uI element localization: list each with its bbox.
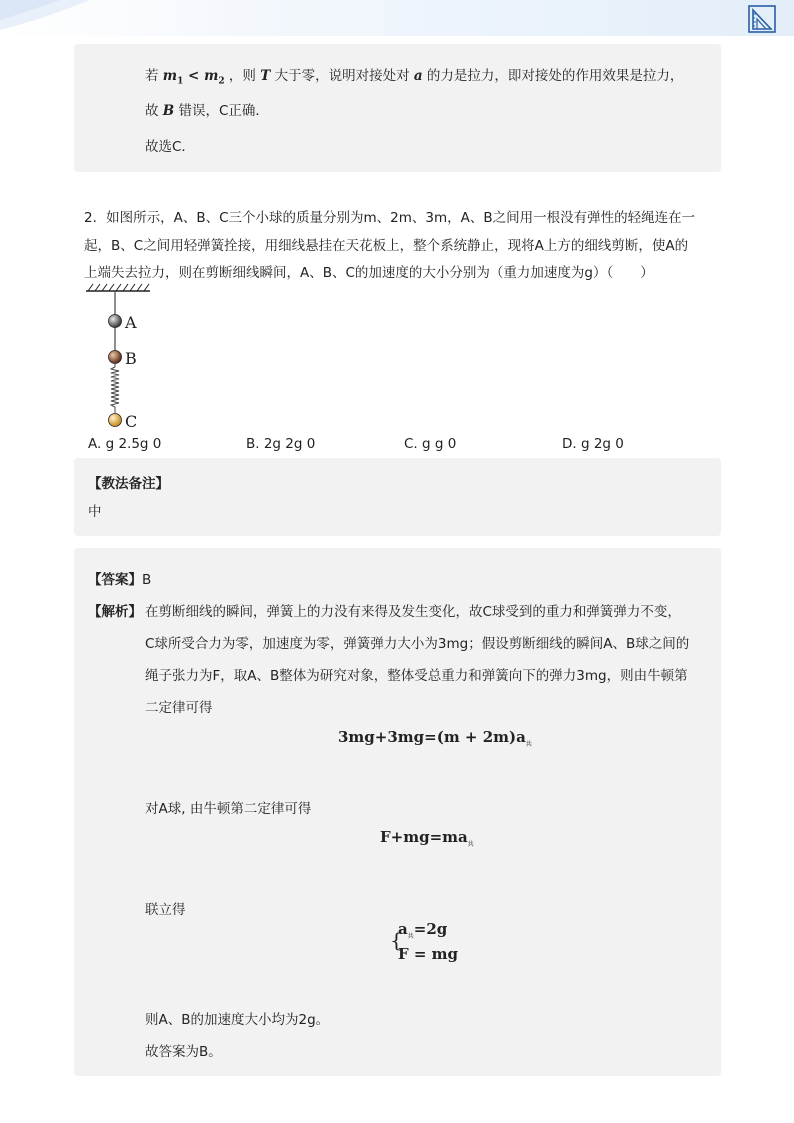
analysis-paragraph-5: 对A球, 由牛顿第二定律可得 bbox=[145, 801, 312, 817]
option-c[interactable]: C. g g 0 bbox=[404, 436, 457, 452]
analysis-label: 【解析】 bbox=[88, 604, 142, 620]
option-b[interactable]: B. 2g 2g 0 bbox=[246, 436, 316, 452]
prev-solution-line-2: 故 B 错误，C正确． bbox=[145, 103, 269, 119]
system-equation-1: $a_共=2g$ bbox=[398, 920, 448, 940]
analysis-paragraph-2: C球所受合力为零，加速度为零，弹簧弹力大小为3mg；假设剪断细线的瞬间A、B球之间的 bbox=[145, 636, 690, 652]
header-wave-decoration bbox=[0, 0, 794, 36]
ball-c bbox=[109, 414, 122, 427]
ruler-triangle-logo-icon bbox=[748, 5, 776, 33]
teaching-note-title: 【教法备注】 bbox=[88, 476, 169, 492]
prev-solution-line-3: 故选C． bbox=[145, 139, 195, 155]
answer-label: 【答案】 bbox=[88, 572, 142, 588]
answer-value: B bbox=[142, 572, 152, 588]
analysis-paragraph-4: 二定律可得 bbox=[145, 700, 213, 716]
label-a: A bbox=[125, 313, 137, 332]
label-c: C bbox=[125, 412, 138, 431]
system-brace: { bbox=[390, 928, 403, 952]
analysis-paragraph-1: 在剪断细线的瞬间，弹簧上的力没有来得及发生变化，故C球受到的重力和弹簧弹力不变， bbox=[145, 604, 681, 620]
analysis-paragraph-3: 绳子张力为F，取A、B整体为研究对象，整体受总重力和弹簧向下的弹力3mg，则由牛顿第 bbox=[145, 668, 688, 684]
label-b: B bbox=[125, 349, 137, 368]
hanging-balls-figure bbox=[84, 282, 164, 432]
option-a[interactable]: A. g 2.5g 0 bbox=[88, 436, 162, 452]
analysis-paragraph-6: 联立得 bbox=[145, 902, 186, 918]
prev-solution-line-1: 若 $m_1 < m_2$ ，则 T 大于零，说明对接处对 a 的力是拉力，即对接处的作用效果是拉力， bbox=[145, 68, 684, 87]
equation-newton-system: $3mg+3mg=(m + 2m)a_共$ bbox=[338, 728, 532, 748]
analysis-paragraph-7: 则A、B的加速度大小均为2g。 bbox=[145, 1012, 330, 1028]
equation-newton-ball-a: $F+mg=ma_共$ bbox=[380, 828, 474, 848]
system-equation-2: F = mg bbox=[398, 945, 459, 963]
question-line-2: 起，B、C之间用轻弹簧拴接，用细线悬挂在天花板上，整个系统静止，现将A上方的细线剪断，使A的 bbox=[84, 238, 689, 254]
analysis-paragraph-8: 故答案为B。 bbox=[145, 1044, 222, 1060]
option-d[interactable]: D. g 2g 0 bbox=[562, 436, 624, 452]
spring-b-to-c bbox=[111, 364, 119, 413]
question-line-1: 2．如图所示，A、B、C三个小球的质量分别为m、2m、3m，A、B之间用一根没有弹性的轻绳连在一 bbox=[84, 210, 696, 226]
question-line-3: 上端失去拉力，则在剪断细线瞬间，A、B、C的加速度的大小分别为（重力加速度为g）（ ） bbox=[84, 265, 654, 281]
answer-line bbox=[88, 568, 151, 588]
teaching-note-box bbox=[74, 458, 721, 536]
ceiling bbox=[86, 284, 150, 291]
ball-a bbox=[109, 315, 122, 328]
ball-b bbox=[109, 351, 122, 364]
teaching-note-content: 中 bbox=[88, 504, 102, 520]
